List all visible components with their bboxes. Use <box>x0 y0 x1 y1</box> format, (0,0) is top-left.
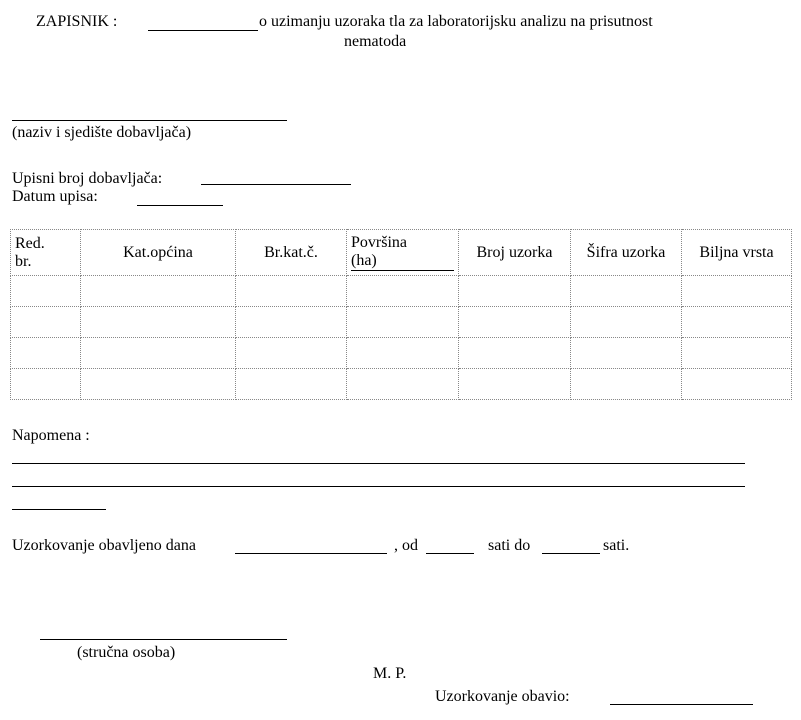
col-biljna-vrsta: Biljna vrsta <box>682 230 792 276</box>
supplier-caption: (naziv i sjedište dobavljača) <box>12 124 192 141</box>
col-sifra-uzorka: Šifra uzorka <box>571 230 682 276</box>
note-line-3[interactable] <box>12 509 106 510</box>
table-row <box>11 276 792 307</box>
cell[interactable] <box>81 276 236 307</box>
reg-number-label: Upisni broj dobavljača: <box>12 170 163 187</box>
sampling-to-blank[interactable] <box>542 553 600 554</box>
cell[interactable] <box>347 369 459 400</box>
cell[interactable] <box>571 307 682 338</box>
cell[interactable] <box>347 276 459 307</box>
cell[interactable] <box>571 276 682 307</box>
cell[interactable] <box>11 338 81 369</box>
title-text: o uzimanju uzoraka tla za laboratorijsku analizu na prisutnost <box>259 13 653 30</box>
cell[interactable] <box>682 307 792 338</box>
col-br-kat: Br.kat.č. <box>236 230 347 276</box>
title-prefix: ZAPISNIK : <box>36 13 118 30</box>
col-red-br: Red. br. <box>11 230 81 276</box>
cell[interactable] <box>236 276 347 307</box>
stamp-label: M. P. <box>373 665 407 682</box>
reg-number-blank[interactable] <box>201 184 351 185</box>
cell[interactable] <box>236 307 347 338</box>
cell[interactable] <box>11 369 81 400</box>
sampling-to-label: sati do <box>488 537 531 554</box>
supplier-blank[interactable] <box>12 120 287 121</box>
cell[interactable] <box>459 369 571 400</box>
table-row <box>11 338 792 369</box>
cell[interactable] <box>571 369 682 400</box>
sampled-by-blank[interactable] <box>610 704 753 705</box>
number-blank[interactable] <box>148 30 258 31</box>
table-row <box>11 307 792 338</box>
col-kat-opcina: Kat.općina <box>81 230 236 276</box>
cell[interactable] <box>347 307 459 338</box>
cell[interactable] <box>347 338 459 369</box>
cell[interactable] <box>682 369 792 400</box>
reg-date-label: Datum upisa: <box>12 188 98 205</box>
sampling-from-blank[interactable] <box>426 553 474 554</box>
table-header-row <box>11 230 792 276</box>
sampling-date-blank[interactable] <box>235 553 387 554</box>
cell[interactable] <box>459 276 571 307</box>
expert-caption: (stručna osoba) <box>77 644 176 661</box>
col-broj-uzorka: Broj uzorka <box>459 230 571 276</box>
cell[interactable] <box>81 338 236 369</box>
sampling-end-label: sati. <box>603 537 630 554</box>
cell[interactable] <box>236 369 347 400</box>
title-line2: nematoda <box>344 33 407 50</box>
cell[interactable] <box>81 307 236 338</box>
table-row <box>11 369 792 400</box>
cell[interactable] <box>571 338 682 369</box>
cell[interactable] <box>11 276 81 307</box>
note-line-2[interactable] <box>12 486 745 487</box>
cell[interactable] <box>459 307 571 338</box>
samples-table <box>10 229 792 400</box>
sampling-date-label: Uzorkovanje obavljeno dana <box>12 537 196 554</box>
cell[interactable] <box>682 338 792 369</box>
cell[interactable] <box>236 338 347 369</box>
note-label: Napomena : <box>12 427 90 444</box>
sampling-from-label: , od <box>394 537 418 554</box>
reg-date-blank[interactable] <box>137 205 223 206</box>
col-povrsina: Površina (ha) <box>347 230 459 276</box>
cell[interactable] <box>81 369 236 400</box>
cell[interactable] <box>11 307 81 338</box>
cell[interactable] <box>459 338 571 369</box>
note-line-1[interactable] <box>12 463 745 464</box>
cell[interactable] <box>682 276 792 307</box>
sampled-by-label: Uzorkovanje obavio: <box>435 688 570 705</box>
expert-blank[interactable] <box>40 639 287 640</box>
